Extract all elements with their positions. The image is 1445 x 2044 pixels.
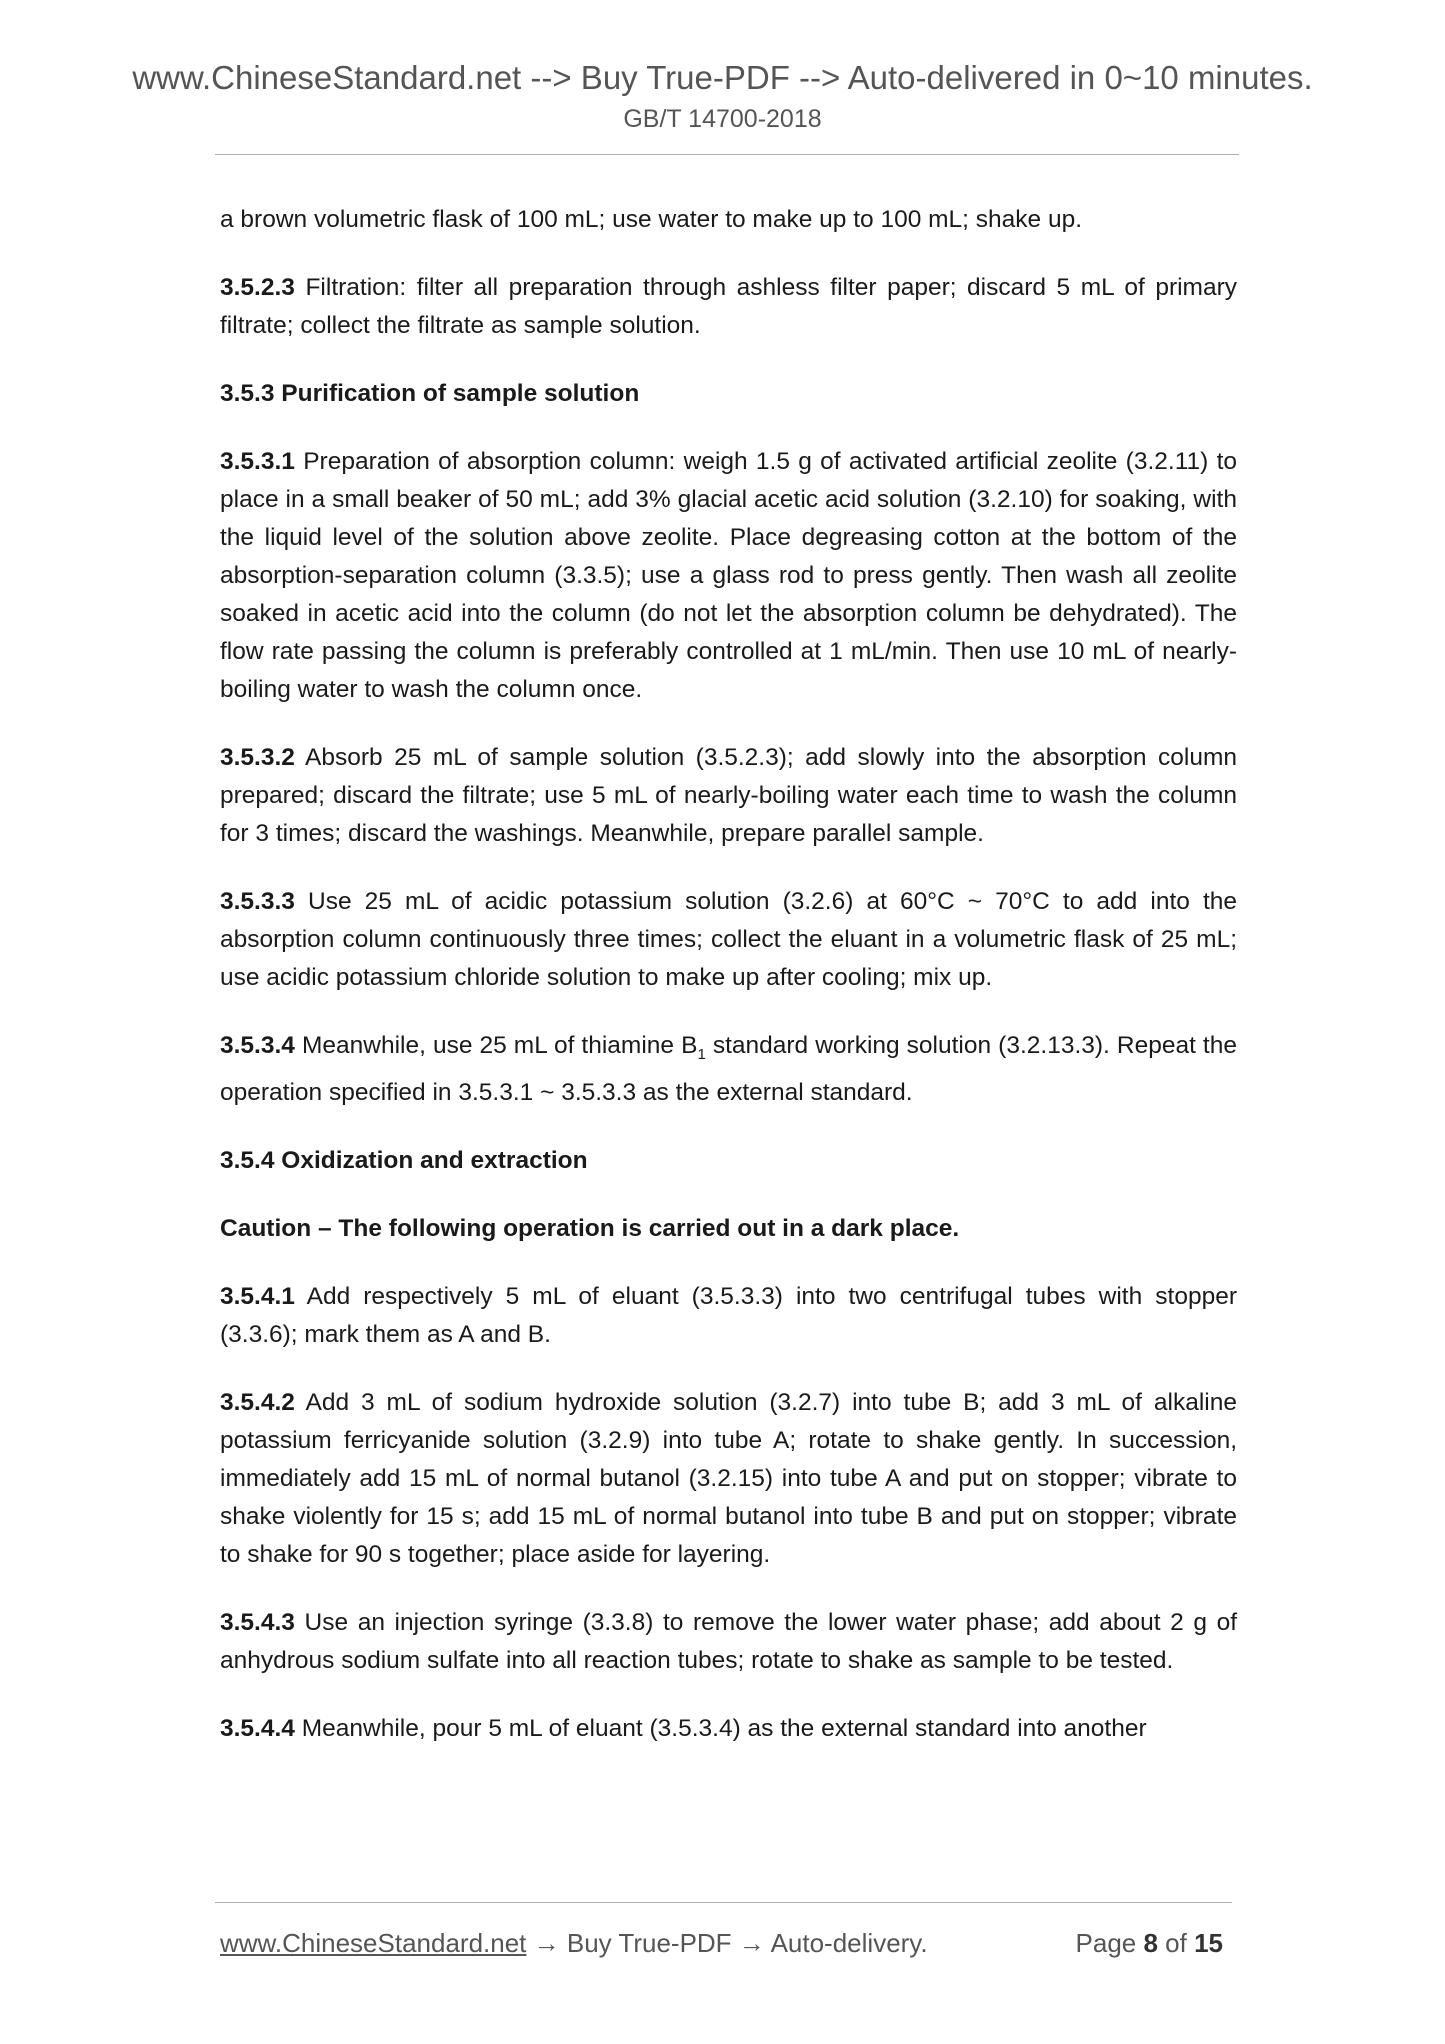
clause-number: 3.5.2.3	[220, 274, 295, 301]
heading-3-5-3: 3.5.3 Purification of sample solution	[220, 380, 640, 407]
standard-id: GB/T 14700-2018	[623, 105, 822, 133]
header-banner: www.ChineseStandard.net --> Buy True-PDF --> Auto-delivered in 0~10 minutes.	[132, 59, 1313, 96]
paragraph-3-5-3-2: 3.5.3.2 Absorb 25 mL of sample solution (3.5.2.3); add slowly into the absorption column prepared; discard the filtrate; use 5 mL of nearly-boiling water each time to wash the column for 3 times; discard the washings. Meanwhile, prepare parallel sample.	[220, 744, 1237, 847]
clause-number: 3.5.3.2	[220, 744, 295, 771]
paragraph: a brown volumetric flask of 100 mL; use water to make up to 100 mL; shake up.	[220, 206, 1083, 233]
paragraph-3-5-4-1: 3.5.4.1 Add respectively 5 mL of eluant (3.5.3.3) into two centrifugal tubes with stopper (3.3.6); mark them as A and B.	[220, 1282, 1237, 1348]
paragraph-3-5-3-1: 3.5.3.1 Preparation of absorption column: weigh 1.5 g of activated artificial zeolite (3.2.11) to place in a small beaker of 50 mL; add 3% glacial acetic acid solution (3.2.10) for soaking, with the liquid level of the solution above zeolite. Place degreasing cotton at the bottom of the absorption-separation column (3.3.5); use a glass rod to press gently. Then wash all zeolite soaked in acetic acid into the column (do not let the absorption column be dehydrated). The flow rate passing the column is preferably controlled at 1 mL/min. Then use 10 mL of nearly-boiling water to wash the column once.	[220, 448, 1237, 703]
footer-divider	[215, 1902, 1232, 1903]
header-divider	[215, 154, 1239, 155]
total-pages: 15	[1194, 1928, 1223, 1958]
clause-number: 3.5.4.4	[220, 1714, 295, 1742]
paragraph-3-5-2-3: 3.5.2.3 Filtration: filter all preparation through ashless filter paper; discard 5 mL of primary filtrate; collect the filtrate as sample solution.	[220, 274, 1237, 339]
heading-3-5-4: 3.5.4 Oxidization and extraction	[220, 1146, 588, 1174]
paragraph-3-5-4-2: 3.5.4.2 Add 3 mL of sodium hydroxide solution (3.2.7) into tube B; add 3 mL of alkaline potassium ferricyanide solution (3.2.9) into tube A; rotate to shake gently. In succession, immediately add 15 mL of normal butanol (3.2.15) into tube A and put on stopper; vibrate to shake violently for 15 s; add 15 mL of normal butanol into tube B and put on stopper; vibrate to shake for 90 s together; place aside for layering.	[220, 1388, 1237, 1568]
clause-number: 3.5.3.1	[220, 448, 295, 475]
paragraph-3-5-4-3: 3.5.4.3 Use an injection syringe (3.3.8) to remove the lower water phase; add about 2 g of anhydrous sodium sulfate into all reaction tubes; rotate to shake as sample to be tested.	[220, 1608, 1237, 1674]
current-page: 8	[1143, 1928, 1158, 1958]
paragraph-3-5-4-4: 3.5.4.4 Meanwhile, pour 5 mL of eluant (3.5.3.4) as the external standard into another	[220, 1714, 1147, 1742]
paragraph-3-5-3-3: 3.5.3.3 Use 25 mL of acidic potassium solution (3.2.6) at 60°C ~ 70°C to add into the absorption column continuously three times; collect the eluant in a volumetric flask of 25 mL; use acidic potassium chloride solution to make up after cooling; mix up.	[220, 888, 1237, 991]
page-number: Page 8 of 15	[1075, 1928, 1223, 1958]
document-body	[220, 201, 1237, 1778]
clause-number: 3.5.3.4	[220, 1032, 295, 1059]
paragraph-3-5-3-4: 3.5.3.4 Meanwhile, use 25 mL of thiamine $B_1$ standard working solution (3.2.13.3). Repeat the operation specified in 3.5.3.1 ~ 3.5.3.3 as the external standard.	[220, 1032, 1237, 1106]
subscript: 1	[697, 1045, 706, 1063]
clause-number: 3.5.4.1	[220, 1282, 295, 1310]
clause-number: 3.5.4.2	[220, 1388, 295, 1416]
clause-number: 3.5.4.3	[220, 1608, 295, 1636]
caution-note: Caution – The following operation is carried out in a dark place.	[220, 1214, 960, 1242]
footer-tagline: → Buy True-PDF → Auto-delivery.	[526, 1928, 928, 1958]
footer-left	[220, 1927, 928, 1959]
footer-link[interactable]: www.ChineseStandard.net	[220, 1928, 527, 1958]
clause-number: 3.5.3.3	[220, 888, 295, 915]
